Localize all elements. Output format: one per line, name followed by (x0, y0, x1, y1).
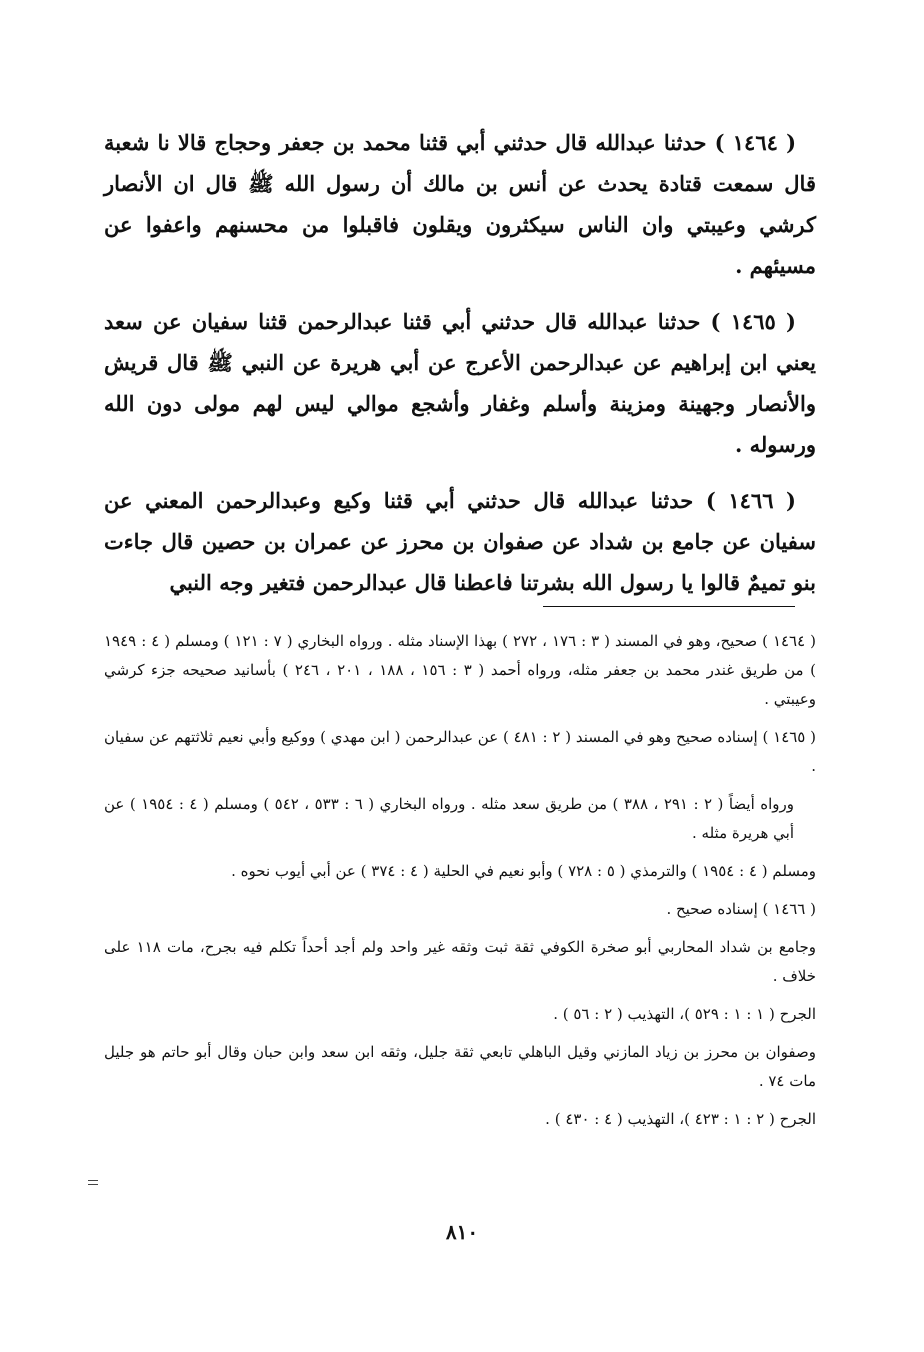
footnote-1466: ( ١٤٦٦ ) إسناده صحيح . (666, 900, 816, 918)
footnote-1465-muslim: ومسلم ( ٤ : ١٩٥٤ ) والترمذي ( ٥ : ٧٢٨ ) وأبو نعيم في الحلية ( ٤ : ٣٧٤ ) عن أبي أيوب نحوه . (231, 862, 816, 880)
footnote-1465: ( ١٤٦٥ ) إسناده صحيح وهو في المسند ( ٢ : ٤٨١ ) عن عبدالرحمن ( ابن مهدي ) ووكيع وأبي نعيم ثلاثتهم عن سفيان . (104, 728, 817, 775)
footnote-separator (543, 606, 795, 607)
hadith-1464: ( ١٤٦٤ ) حدثنا عبدالله قال حدثني أبي قثنا محمد بن جعفر وحجاج قالا نا شعبة قال سمعت قتادة يحدث عن أنس بن مالك أن رسول الله ﷺ قال ان الأنصار كرشي وعيبتي وان الناس سيكثرون ويقلون فاقبلوا من محسنهم واعفوا عن مسيئهم . (104, 130, 816, 278)
hadith-1466: ( ١٤٦٦ ) حدثنا عبدالله قال حدثني أبي قثنا وكيع وعبدالرحمن المعني عن سفيان عن جامع بن شداد عن صفوان بن محرز عن عمران بن حصين قال جاءت بنو تميمٌ قالوا يا رسول الله بشرتنا فاعطنا قال عبدالرحمن فتغير وجه النبي (104, 488, 816, 595)
footnotes-block (104, 627, 816, 1143)
footnote-1466-safwan: وصفوان بن محرز بن زياد المازني وقيل الباهلي تابعي ثقة جليل، وثقه ابن سعد وابن حبان وقال أبو حاتم هو جليل مات ٧٤ . (104, 1043, 816, 1090)
footnote-1465-riwaya: ورواه أيضاً ( ٢ : ٢٩١ ، ٣٨٨ ) من طريق سعد مثله . ورواه البخاري ( ٦ : ٥٣٣ ، ٥٤٢ ) ومسلم ( ٤ : ١٩٥٤ ) عن أبي هريرة مثله . (104, 795, 794, 842)
footnote-1466-jami: وجامع بن شداد المحاربي أبو صخرة الكوفي ثقة ثبت وثقه غير واحد ولم أجد أحداً تكلم فيه بجرح، مات ١١٨ على خلاف . (104, 938, 816, 985)
margin-mark (88, 1180, 98, 1188)
footnote-1466-safwan-refs: الجرح ( ٢ : ١ : ٤٢٣ )، التهذيب ( ٤ : ٤٣٠ ) . (545, 1110, 816, 1128)
footnote-1466-jami-refs: الجرح ( ١ : ١ : ٥٢٩ )، التهذيب ( ٢ : ٥٦ ) . (553, 1005, 816, 1023)
page-number: ٨١٠ (445, 1220, 479, 1244)
hadith-text-block (104, 122, 816, 618)
hadith-1465: ( ١٤٦٥ ) حدثنا عبدالله قال حدثني أبي قثنا عبدالرحمن قثنا سفيان عن سعد يعني ابن إبراهيم عن عبدالرحمن الأعرج عن أبي هريرة عن النبي ﷺ قال قريش والأنصار وجهينة ومزينة وأسلم وغفار وأشجع موالي ليس لهم مولى دون الله ورسوله . (104, 309, 816, 457)
footnote-1464: ( ١٤٦٤ ) صحيح، وهو في المسند ( ٣ : ١٧٦ ، ٢٧٢ ) بهذا الإسناد مثله . ورواه البخاري ( ٧ : ١٢١ ) ومسلم ( ٤ : ١٩٤٩ ) من طريق غندر محمد بن جعفر مثله، ورواه أحمد ( ٣ : ١٥٦ ، ١٨٨ ، ٢٠١ ، ٢٤٦ ) بأسانيد صحيحه جزء كرشي وعيبتي . (104, 632, 816, 708)
